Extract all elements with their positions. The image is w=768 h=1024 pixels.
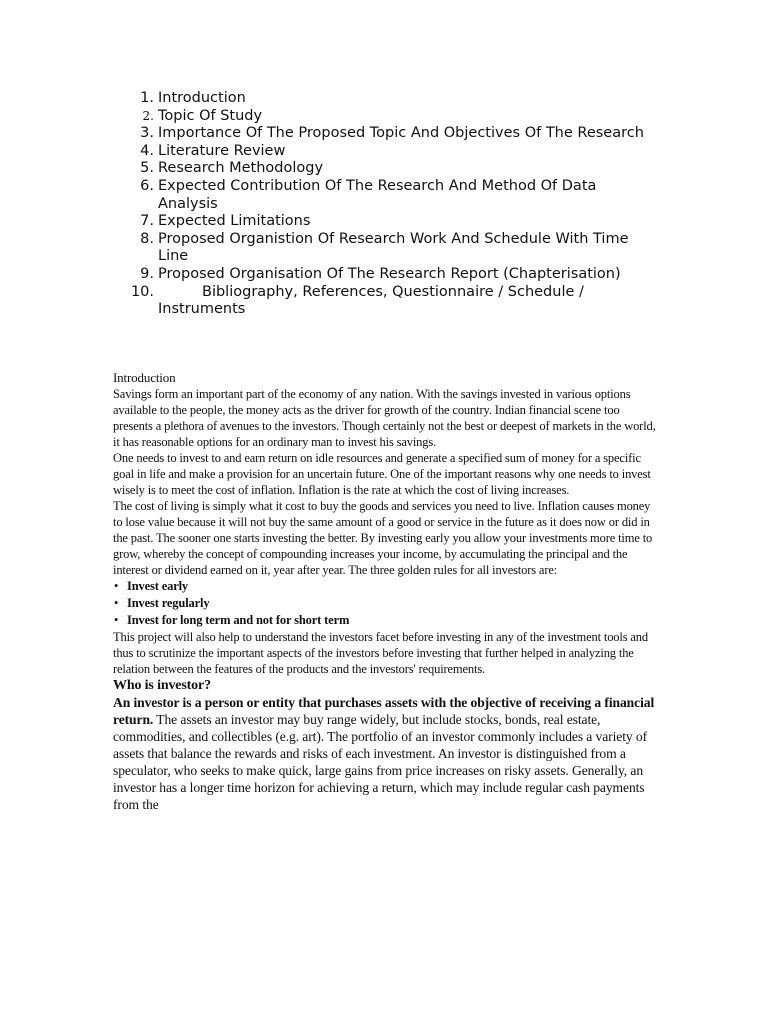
toc-text-content: Bibliography, References, Questionnaire / Schedule / Instruments bbox=[158, 283, 584, 318]
investor-definition-paragraph bbox=[113, 694, 658, 813]
toc-text: Proposed Organisation Of The Research Report (Chapterisation) bbox=[158, 265, 621, 282]
golden-rules-list bbox=[113, 578, 658, 629]
toc-item bbox=[0, 108, 658, 126]
toc-number: 9. bbox=[140, 265, 154, 282]
toc-number: 7. bbox=[140, 213, 154, 230]
toc-item bbox=[0, 231, 658, 266]
rule-text: Invest early bbox=[127, 579, 189, 593]
toc-item bbox=[0, 178, 658, 213]
toc-item bbox=[0, 213, 658, 231]
toc-text: Importance Of The Proposed Topic And Objectives Of The Research bbox=[158, 125, 644, 142]
list-item bbox=[113, 612, 658, 629]
toc-number: 10. bbox=[130, 283, 154, 300]
list-item bbox=[113, 578, 658, 595]
paragraph: This project will also help to understand the investors facet before investing in any of the investment tools and thus to scrutinize the important aspects of the investors before investing that further helped in analyzing the relation between the features of the products and the investors' requirements. bbox=[113, 630, 649, 676]
toc-item bbox=[0, 90, 658, 108]
paragraph: Savings form an important part of the economy of any nation. With the savings invested in various options available to the people, the money acts as the driver for growth of the country. Indian financial scene too presents a plethora of avenues to the investors. Though certainly not the best or deepest of markets in the world, it has reasonable options for an ordinary man to invest his savings. bbox=[113, 387, 656, 449]
section-heading-introduction: Introduction bbox=[113, 370, 176, 385]
bullet-icon: • bbox=[114, 596, 119, 610]
toc-text: Expected Limitations bbox=[158, 213, 311, 230]
rule-text: Invest regularly bbox=[127, 596, 210, 610]
list-item bbox=[113, 595, 658, 612]
toc-text bbox=[158, 284, 658, 319]
toc-text: Proposed Organistion Of Research Work And Schedule With Time Line bbox=[158, 230, 629, 265]
toc-number: 4. bbox=[140, 142, 154, 159]
toc-item bbox=[0, 143, 658, 161]
toc-number: 6. bbox=[140, 177, 154, 194]
toc-text: Research Methodology bbox=[158, 160, 324, 177]
bullet-icon: • bbox=[114, 613, 119, 627]
toc-text: Expected Contribution Of The Research And Method Of Data Analysis bbox=[158, 177, 597, 212]
toc-item bbox=[0, 266, 658, 284]
toc-text: Literature Review bbox=[158, 142, 286, 159]
bullet-icon: • bbox=[114, 579, 119, 593]
toc-item bbox=[0, 160, 658, 178]
toc-number: 5. bbox=[140, 160, 154, 177]
toc-number: 3. bbox=[140, 125, 154, 142]
investor-definition-rest: The assets an investor may buy range widely, but include stocks, bonds, real estate, commodities, and collectibles (e.g. art). The portfolio of an investor commonly includes a variety of assets that balance the rewards and risks of each investment. An investor is distinguished from a speculator, who seeks to make quick, large gains from price increases on risky assets. Generally, an investor has a longer time horizon for achieving a return, which may include regular cash payments from the bbox=[113, 712, 648, 812]
paragraph: One needs to invest to and earn return on idle resources and generate a specified sum of money for a specific goal in life and make a provision for an uncertain future. One of the important reasons why one needs to invest wisely is to meet the cost of inflation. Inflation is the rate at which the cost of living increases. bbox=[113, 451, 651, 497]
toc-item bbox=[0, 284, 658, 319]
investor-definition-bold: An investor is a person or entity that purchases assets with the objective of receiving a financial return. bbox=[113, 695, 655, 727]
toc-text: Introduction bbox=[158, 90, 246, 106]
toc-text: Topic Of Study bbox=[158, 107, 263, 124]
toc-number: 8. bbox=[140, 230, 154, 247]
toc-number: 2. bbox=[142, 108, 154, 123]
rule-text: Invest for long term and not for short term bbox=[127, 613, 350, 627]
section-heading-who-is-investor: Who is investor? bbox=[113, 678, 211, 693]
toc-number: 1. bbox=[140, 90, 154, 106]
toc-item bbox=[0, 125, 658, 143]
document-body bbox=[113, 370, 658, 813]
table-of-contents bbox=[0, 90, 768, 319]
paragraph: The cost of living is simply what it cost to buy the goods and services you need to live. Inflation causes money to lose value because it will not buy the same amount of a good or service in the future as it does now or did in the past. The sooner one starts investing the better. By investing early you allow your investments more time to grow, whereby the concept of compounding increases your income, by accumulating the principal and the interest or dividend earned on it, year after year. The three golden rules for all investors are: bbox=[113, 499, 653, 577]
